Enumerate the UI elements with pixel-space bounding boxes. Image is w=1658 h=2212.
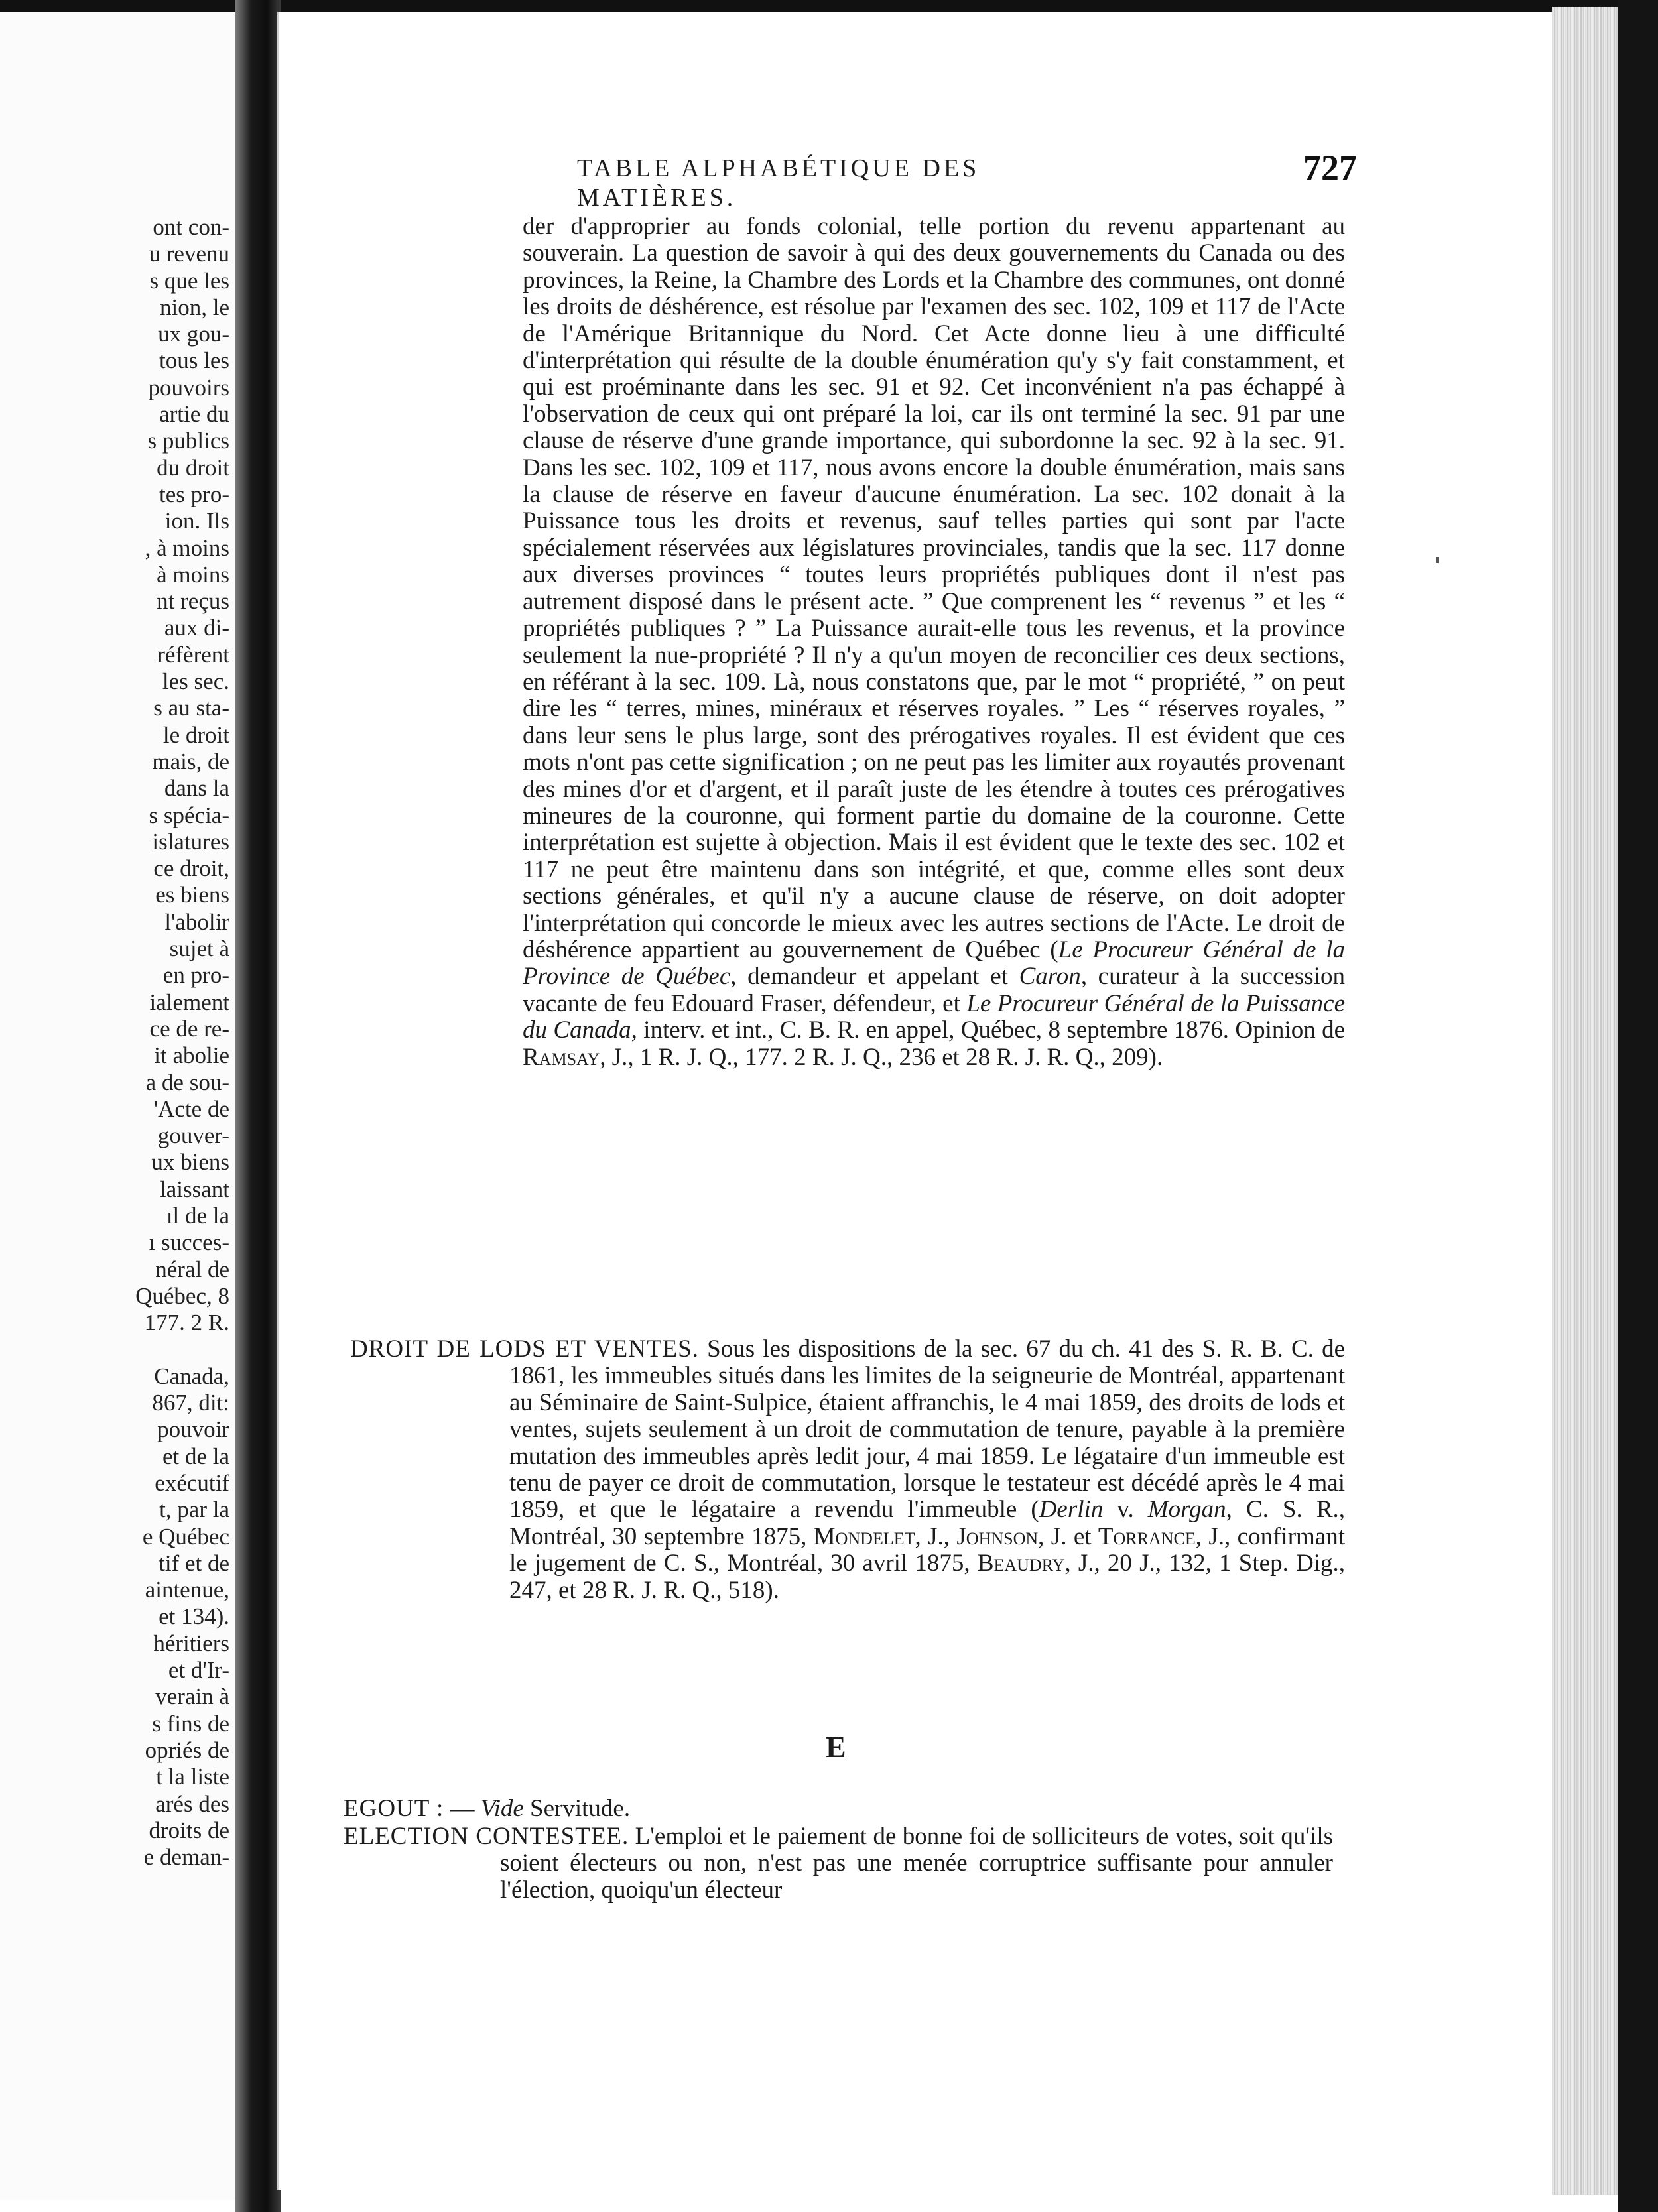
- facing-page-line: réfèrent: [157, 641, 229, 668]
- judge-name: Johnson: [956, 1522, 1039, 1550]
- facing-page-line: héritiers: [153, 1630, 229, 1656]
- facing-page-line: pouvoir: [157, 1416, 229, 1443]
- facing-page-line: ux biens: [151, 1149, 229, 1176]
- facing-page-line: du droit: [157, 454, 229, 481]
- entry-egout: [344, 1796, 1338, 1822]
- facing-page-line: islatures: [152, 828, 229, 855]
- party-name: Derlin: [1039, 1496, 1104, 1524]
- facing-page-line: sujet à: [169, 936, 229, 962]
- facing-page-line: [11, 1336, 229, 1363]
- entry-headword: EGOUT :: [344, 1795, 444, 1822]
- facing-page-line: e deman-: [143, 1844, 229, 1871]
- continuation-text-4: , interv. et int., C. B. R. en appel, Québec, 8 septembre 1876. Opinion de: [631, 1016, 1345, 1044]
- facing-page-line: l'abolir: [164, 908, 229, 935]
- vide-label: Vide: [480, 1795, 524, 1822]
- facing-page-line: s au sta-: [153, 695, 229, 721]
- facing-page-line: 'Acte de: [153, 1095, 229, 1122]
- entry-text-6: , J., confirmant le jugement de C. S., Montréal, 30 avril 1875,: [509, 1522, 1346, 1577]
- entry-headword: DROIT DE LODS ET VENTES.: [350, 1335, 699, 1363]
- facing-page-line: Canada,: [154, 1363, 229, 1389]
- facing-page-line: tif et de: [159, 1550, 229, 1576]
- continuation-text-1: der d'approprier au fonds colonial, telle portion du revenu appartenant au souverain. La question de savoir à qui des deux gouvernements du Canada ou des provinces, la Reine, la Chambre des Lords et la Chambre des communes, ont donné les droits de déshérence, est résolue par l'examen des sec. 102, 109 et 117 de l'Acte de l'Amérique Britannique du Nord. Cet Acte donne lieu à une difficulté d'interprétation qui résulte de la double énumération qu'y s'y fait constamment, et qui est proéminante dans les sec. 91 et 92. Cet inconvénient n'a pas échappé à l'observation de ceux qui ont préparé la loi, car ils ont terminé la sec. 91 par une clause de réserve d'une grande importance, qui subordonne la sec. 92 à la sec. 91. Dans les sec. 102, 109 et 117, nous avons encore la double énumération, mais sans la clause de réserve en faveur d'aucune énumération. La sec. 102 donait à la Puissance tous les droits et revenus, sauf telles parties qui sont par l'acte spécialement réservées aux législatures provinciales, tandis que la sec. 117 donne aux diverses provinces “ toutes leurs propriétés publiques dont il n'est pas autrement disposé dans le présent acte. ” Que comprenent les “ revenus ” et les “ propriétés publiques ? ” La Puissance aurait-elle tous les revenus, et la province seulement la nue-propriété ? Il n'y a qu'un moyen de reconcilier ces deux sections, en référant à la sec. 109. Là, nous constatons que, par le mot “ propriété, ” on peut dire les “ terres, mines, minéraux et réserves royales. ” Les “ réserves royales, ” dans leur sens le plus large, sont des prérogatives royales. Il est évident que ces mots n'ont pas cette signification ; on ne peut pas les limiter aux royautés provenant des mines d'or et d'argent, et il paraît juste de les étendre à toutes ces prérogatives mineures de la couronne, qui forment partie du domaine de la couronne. Cette interprétation est sujette à objection. Mais il est évident que le texte des sec. 102 et 117 ne peut être maintenu dans son intégrité, et que, comme elles sont deux sections générales, et qu'il n'y a aucune clause de réserve, on doit adopter l'interprétation qui concorde le mieux avec les autres sections de l'Acte. Le droit de déshérence appartient au gouvernement de Québec (: [523, 213, 1345, 963]
- party-name: Caron: [1019, 963, 1081, 991]
- facing-page-line: Québec, 8: [135, 1282, 229, 1309]
- facing-page-line: et de la: [162, 1443, 229, 1469]
- continuation-text-3: , curateur à la succession vacante de feu Edouard Fraser, défendeur, et: [523, 963, 1345, 1017]
- continuation-paragraph: [523, 214, 1345, 1071]
- book-gutter: [235, 0, 281, 2212]
- facing-page-line: dans la: [164, 775, 229, 802]
- entry-text-2: v.: [1103, 1496, 1148, 1524]
- speck-mark: [1436, 557, 1439, 563]
- entry-text-7: , J., 20 J., 132, 1 Step. Dig., 247, et 28 R. J. R. Q., 518).: [509, 1550, 1345, 1604]
- party-name: Le Procureur Général de la Puissance du Canada: [523, 989, 1345, 1044]
- facing-page-line: a de sou-: [145, 1069, 229, 1095]
- facing-page-line: ce de re-: [149, 1015, 229, 1042]
- facing-page-line: tous les: [159, 347, 229, 374]
- party-name: Le Procureur Général de la Province de Québec: [523, 936, 1346, 991]
- facing-page-line: tes pro-: [159, 481, 229, 507]
- facing-page-line: e Québec: [142, 1523, 229, 1550]
- judge-name: Torrance: [1098, 1522, 1196, 1550]
- judge-name: Ramsay: [523, 1043, 600, 1071]
- facing-page-line: néral de: [155, 1256, 229, 1282]
- facing-page-line: à moins: [157, 561, 229, 587]
- continuation-text-5: , J., 1 R. J. Q., 177. 2 R. J. Q., 236 et 28 R. J. R. Q., 209).: [600, 1043, 1163, 1071]
- facing-page-line: gouver-: [157, 1123, 229, 1149]
- facing-page-line: ı succes-: [149, 1229, 229, 1256]
- facing-page-line: en pro-: [162, 962, 229, 989]
- facing-page-line: ialement: [149, 989, 229, 1015]
- facing-page-line: verain à: [155, 1684, 229, 1710]
- judge-name: Beaudry: [977, 1550, 1065, 1577]
- entry-text-1: Sous les dispositions de la sec. 67 du ch. 41 des S. R. B. C. de 1861, les immeubles situés dans les limites de la seigneurie de Montréal, appartenant au Séminaire de Saint-Sulpice, étaient affranchis, le 4 mai 1859, des droits de lods et ventes, sujets seulement à un droit de commutation de tenure, payable à la première mutation des immeubles après ledit jour, 4 mai 1859. Le légataire d'un immeuble est tenu de payer ce droit de commutation, lorsque le testateur est décédé après le 4 mai 1859, et que le légataire a revendu l'immeuble (: [509, 1335, 1346, 1524]
- facing-page-line: le droit: [162, 721, 229, 748]
- entry-dash: —: [444, 1795, 481, 1822]
- facing-page-left: [0, 12, 236, 2200]
- running-head: TABLE ALPHABÉTIQUE DES MATIÈRES.: [577, 154, 980, 212]
- facing-page-line: opriés de: [145, 1737, 229, 1763]
- facing-page-line: droits de: [149, 1817, 229, 1843]
- entry-election-contestee: [344, 1823, 1333, 1904]
- facing-page-line: et d'Ir-: [168, 1657, 229, 1684]
- entry-text-4: , J.,: [915, 1522, 957, 1550]
- facing-page-line: 867, dit:: [152, 1390, 229, 1416]
- facing-page-line: artie du: [159, 401, 229, 428]
- entry-text-3: , C. S. R., Montréal, 30 septembre 1875,: [509, 1496, 1345, 1550]
- facing-page-line: s que les: [149, 267, 229, 294]
- facing-page-line: exécutif: [155, 1469, 229, 1496]
- facing-page-line: , à moins: [145, 534, 229, 561]
- facing-page-line: pouvoirs: [148, 374, 229, 400]
- facing-page-line: ux gou-: [158, 321, 229, 347]
- facing-page-line: t la liste: [156, 1764, 229, 1790]
- entry-droit-de-lods: [350, 1336, 1345, 1604]
- facing-page-line: s publics: [147, 428, 229, 454]
- facing-page-line: nt reçus: [157, 588, 229, 615]
- facing-page-line: es biens: [155, 882, 229, 908]
- facing-page-line: ont con-: [153, 214, 229, 240]
- facing-page-line: 177. 2 R.: [144, 1310, 229, 1336]
- facing-page-line: aux di-: [164, 615, 229, 641]
- entry-text-5: , J. et: [1038, 1522, 1098, 1550]
- facing-page-line: ce droit,: [153, 855, 229, 882]
- facing-page-line: it abolie: [154, 1042, 229, 1069]
- facing-page-line: t, par la: [159, 1497, 229, 1523]
- party-name: Morgan: [1147, 1496, 1226, 1524]
- judge-name: Mondelet: [813, 1522, 915, 1550]
- facing-page-line: nion, le: [160, 294, 229, 320]
- facing-page-line: s spécia-: [149, 802, 229, 828]
- facing-page-line: mais, de: [152, 748, 229, 774]
- entry-headword: ELECTION CONTESTEE.: [344, 1823, 629, 1850]
- facing-page-line: ıl de la: [166, 1202, 229, 1229]
- cross-reference: Servitude.: [523, 1795, 631, 1822]
- facing-page-line: et 134).: [159, 1603, 229, 1630]
- facing-page-line: arés des: [155, 1790, 229, 1817]
- facing-page-line: ion. Ils: [164, 508, 229, 534]
- continuation-text-2: , demandeur et appelant et: [730, 963, 1019, 991]
- scan-right-border: [1618, 0, 1658, 2212]
- section-letter: E: [826, 1730, 846, 1764]
- facing-page-line: aintenue,: [145, 1577, 229, 1603]
- facing-page-line: u revenu: [149, 241, 229, 267]
- facing-page-line: les sec.: [162, 668, 229, 695]
- facing-page-text-fragments: [11, 214, 229, 1871]
- facing-page-line: s fins de: [152, 1710, 229, 1737]
- entry-text: L'emploi et le paiement de bonne foi de solliciteurs de votes, soit qu'ils soient électeurs ou non, n'est pas une menée corruptrice suffisante pour annuler l'élection, quoiqu'un électeur: [500, 1823, 1333, 1904]
- page-number: 727: [1303, 148, 1357, 188]
- facing-page-line: laissant: [160, 1176, 229, 1202]
